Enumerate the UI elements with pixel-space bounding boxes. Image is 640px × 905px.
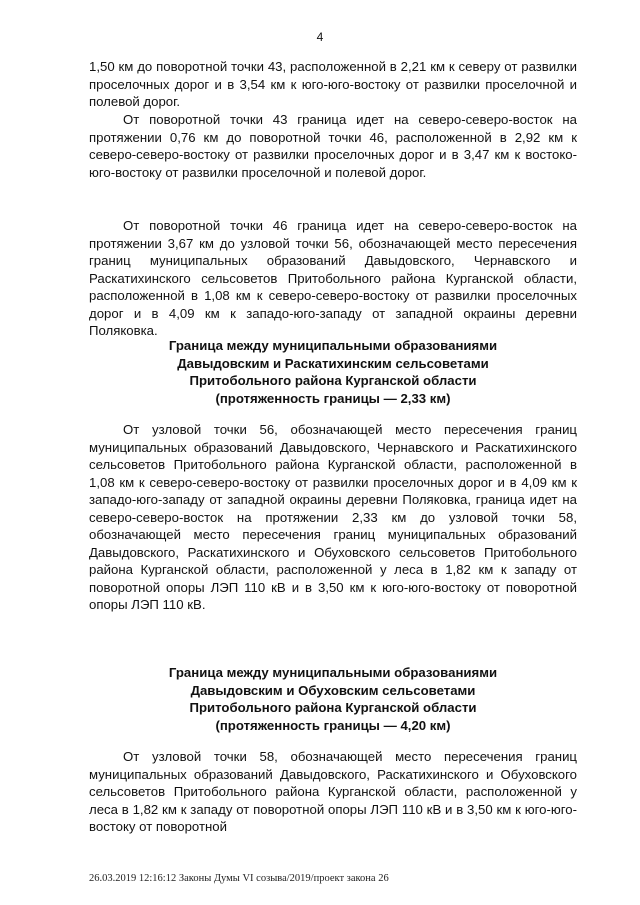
paragraph-block-3 xyxy=(89,217,577,340)
paragraph-1: 1,50 км до поворотной точки 43, расположенной в 2,21 км к северу от развилки проселочных дорог и в 3,54 км к юго-юго-востоку от развилки проселочной и полевой дорог. xyxy=(89,59,577,109)
section-heading-2 xyxy=(89,664,577,734)
heading-2-line-2: Давыдовским и Обуховским сельсоветами xyxy=(190,682,476,698)
paragraph-5: От узловой точки 58, обозначающей место пересечения границ муниципальных образований Давыдовского, Раскатихинского и Обуховского сельсоветов Притобольного района Курганской области, расположенной у леса в 1,82 км к западу от поворотной опоры ЛЭП 110 кВ и в 3,50 км к юго-юго-востоку от поворотной xyxy=(89,749,577,834)
paragraph-block-4 xyxy=(89,421,577,614)
page-number: 4 xyxy=(316,30,324,44)
heading-1-line-1: Граница между муниципальными образованиями xyxy=(168,338,498,353)
heading-1-line-2: Давыдовским и Раскатихинским сельсоветами xyxy=(177,355,489,371)
paragraph-4: От узловой точки 56, обозначающей место пересечения границ муниципальных образований Давыдовского, Чернавского и Раскатихинского сельсоветов Притобольного района Курганской области, расположенной в 1,08 км к северо-северо-востоку от развилки проселочных дорог и в 4,09 км к западо-юго-западу от западной окраины деревни Поляковка, граница идет на северо-северо-восток на протяжении 2,33 км до узловой точки 58, обозначающей место пересечения границ муниципальных образований Давыдовского, Раскатихинского и Обуховского сельсоветов Притобольного района Курганской области, расположенной у леса в 1,82 км к западу от поворотной опоры ЛЭП 110 кВ и в 3,50 км к юго-юго-востоку от поворотной опоры ЛЭП 110 кВ. xyxy=(89,422,577,612)
section-heading-1 xyxy=(89,337,577,407)
paragraph-block-5 xyxy=(89,748,577,836)
paragraph-continuation xyxy=(89,58,577,111)
heading-1-line-3: Притобольного района Курганской области xyxy=(189,373,477,388)
heading-2-line-1: Граница между муниципальными образованиями xyxy=(168,665,498,680)
heading-1-line-4: (протяженность границы — 2,33 км) xyxy=(215,390,451,406)
paragraph-2: От поворотной точки 43 граница идет на северо-северо-восток на протяжении 0,76 км до поворотной точки 46, расположенной в 2,92 км к северо-северо-востоку от развилки проселочных дорог и в 3,47 км к востоко-юго-востоку от развилки проселочной и полевой дорог. xyxy=(89,112,577,180)
heading-2-line-4: (протяженность границы — 4,20 км) xyxy=(215,717,451,733)
heading-2-line-3: Притобольного района Курганской области xyxy=(189,700,477,715)
document-footer: 26.03.2019 12:16:12 Законы Думы VI созыва/2019/проект закона 26 xyxy=(89,873,389,884)
paragraph-3: От поворотной точки 46 граница идет на северо-северо-восток на протяжении 3,67 км до узловой точки 56, обозначающей место пересечения границ муниципальных образований Давыдовского, Чернавского и Раскатихинского сельсоветов Притобольного района Курганской области, расположенной в 1,08 км к северо-северо-востоку от развилки проселочных дорог и в 4,09 км к западо-юго-западу от западной окраины деревни Поляковка. xyxy=(89,218,577,338)
paragraph-block-2 xyxy=(89,111,577,181)
